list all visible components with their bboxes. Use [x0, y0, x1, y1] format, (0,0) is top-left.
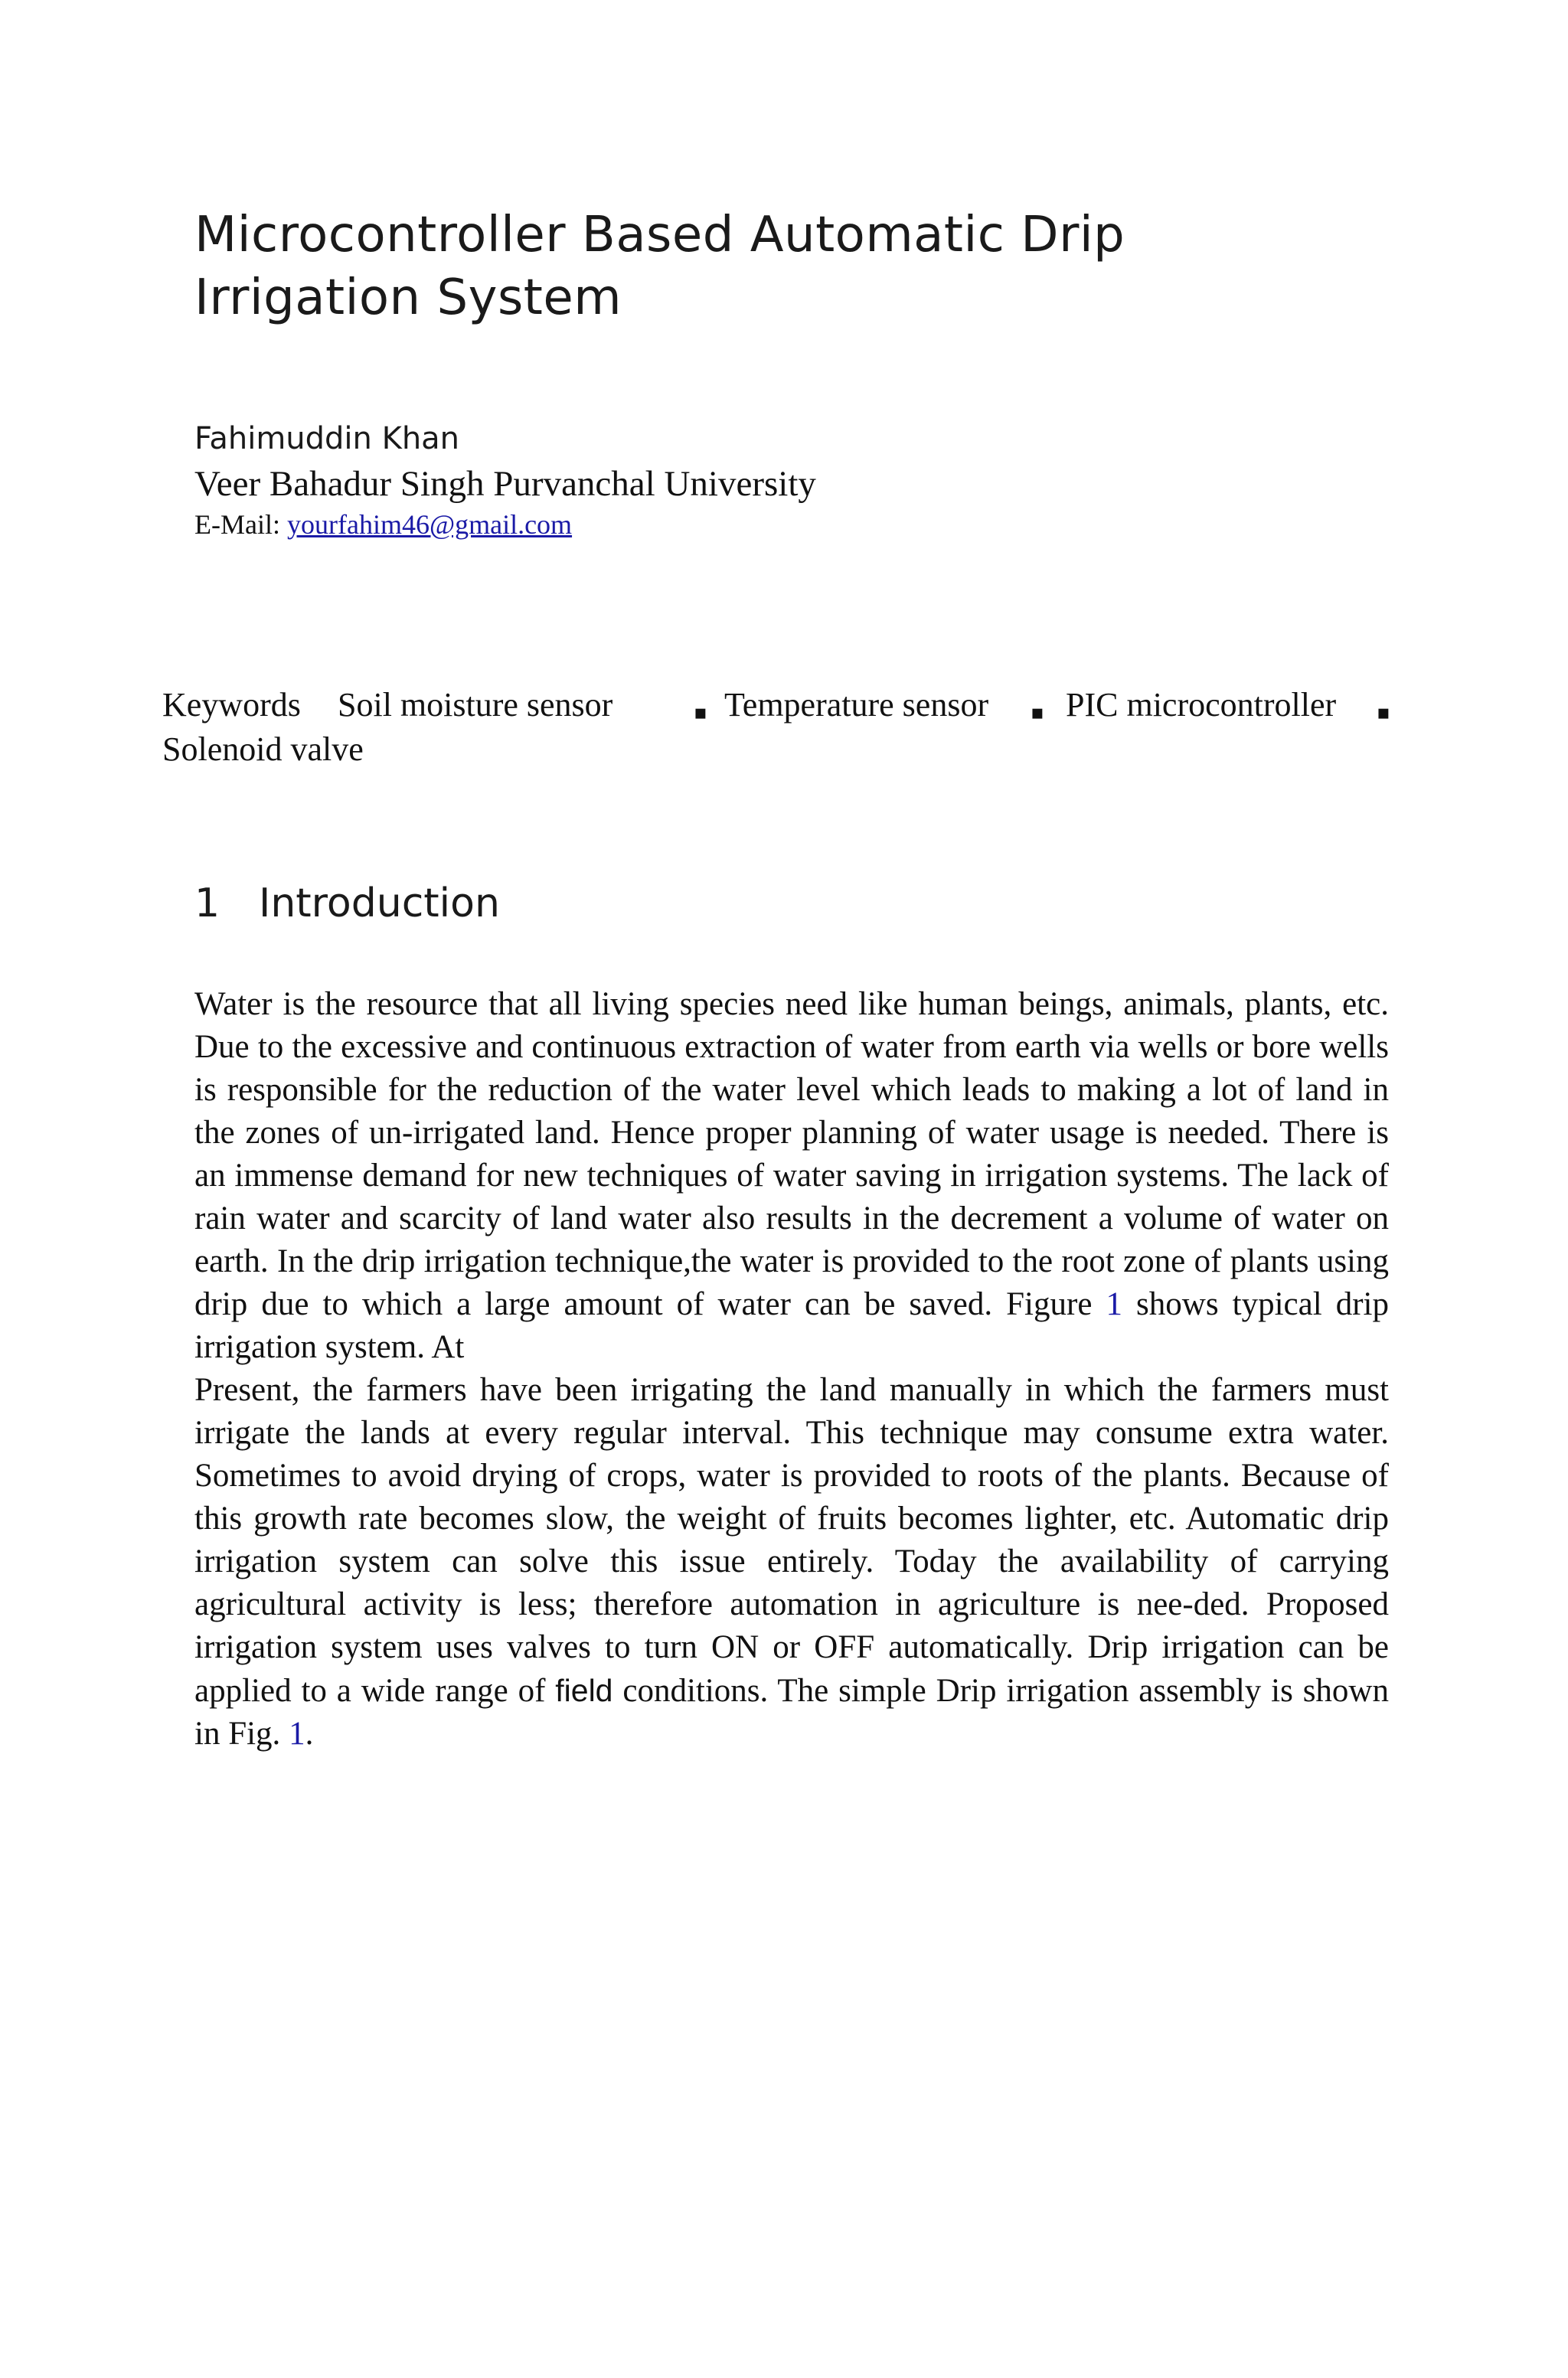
author-affiliation: Veer Bahadur Singh Purvanchal University	[194, 464, 816, 504]
keywords-label: Keywords	[162, 686, 301, 724]
keyword-separator: ▪	[694, 701, 707, 724]
body-text-part: Present, the farmers have been irrigating the land manually in which the farmers must irrigate the lands at every regular interval. This technique may consume extra water. Sometimes to avoid drying of crops, water is provided to roots of the plants. Because of this growth rate becomes slow, the weight of fruits becomes lighter, etc. Automatic drip irrigation system can solve this issue entirely. Today the availability of carrying agricultural activity is less; therefore automation in agriculture is nee-ded. Proposed irrigation system uses valves to turn ON or OFF automatically. Drip irrigation can be applied to a wide range of	[194, 1372, 1389, 1709]
figure-reference-link[interactable]: 1	[289, 1716, 305, 1752]
keywords-block	[162, 683, 1390, 772]
email-link[interactable]: yourfahim46@gmail.com	[286, 509, 573, 540]
keyword-item: Solenoid valve	[162, 730, 364, 768]
figure-reference-link[interactable]: 1	[1106, 1286, 1122, 1322]
keyword-item: Temperature sensor	[724, 686, 989, 724]
paper-title-line-1: Microcontroller Based Automatic Drip	[194, 207, 1125, 263]
author-name: Fahimuddin Khan	[194, 421, 460, 456]
keyword-separator: ▪	[1377, 701, 1390, 724]
keyword-item: Soil moisture sensor	[338, 686, 613, 724]
section-number: 1	[194, 880, 220, 926]
body-text-part: Water is the resource that all living species need like human beings, animals, plants, etc. Due to the excessive and continuous extraction of water from earth via wells or bore wells is responsible for the reduction of the water level which leads to making a lot of land in the zones of un-irrigated land. Hence proper planning of water usage is needed. There is an immense demand for new techniques of water saving in irrigation systems. The lack of rain water and scarcity of land water also results in the decrement a volume of water on earth. In the drip irrigation technique,the water is provided to the root zone of plants using drip due to which a large amount of water can be saved. Figure	[194, 986, 1389, 1322]
body-text-part: field	[555, 1673, 613, 1708]
body-text-part: conditions. The simple Drip irrigation assembly is shown in Fig.	[194, 1673, 1389, 1752]
introduction-body	[194, 983, 1389, 1756]
body-text-part: .	[305, 1716, 314, 1752]
body-text-part: shows typical drip irrigation system. At	[194, 1286, 1389, 1365]
paper-title	[194, 204, 1389, 329]
keywords-line-1	[162, 683, 1390, 727]
keywords-line-2	[162, 727, 1387, 772]
section-title: Introduction	[259, 880, 500, 926]
body-paragraph	[194, 983, 1389, 1369]
section-heading	[194, 879, 500, 928]
author-email	[194, 507, 572, 542]
body-paragraph	[194, 1369, 1389, 1756]
keyword-separator: ▪	[1031, 701, 1044, 724]
keyword-item: PIC microcontroller	[1066, 686, 1337, 724]
paper-title-line-2: Irrigation System	[194, 269, 622, 326]
email-label: E-Mail:	[194, 509, 287, 540]
